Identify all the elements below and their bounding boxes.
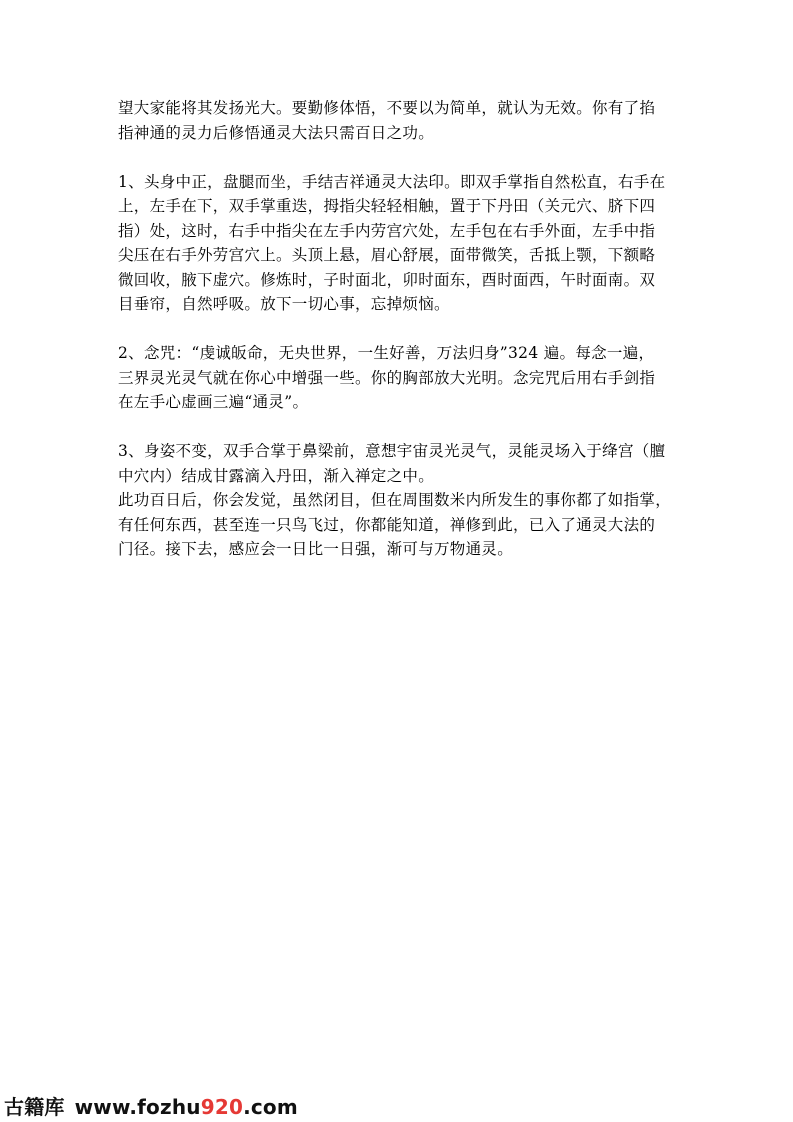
text-line: 3、身姿不变，双手合掌于鼻梁前，意想宇宙灵光灵气，灵能灵场入于绛宫（膻 [118,442,666,460]
paragraph-gap [118,415,678,440]
document-body [118,96,678,562]
text-line: 指）处，这时，右手中指尖在左手内劳宫穴处，左手包在右手外面，左手中指 [118,221,656,240]
text-line: 此功百日后，你会发觉，虽然闭目，但在周围数米内所发生的事你都了如指掌， [118,491,672,509]
paragraph-intro [118,96,678,145]
paragraph-gap [118,317,678,342]
footer-watermark [4,1091,298,1117]
text-line: 尖压在右手外劳宫穴上。头顶上悬，眉心舒展，面带微笑，舌抵上颚，下额略 [118,246,656,264]
site-url-suffix: .com [243,1095,298,1119]
text-line: 望大家能将其发扬光大。要勤修体悟，不要以为简单，就认为无效。你有了掐 [118,99,656,117]
paragraph-step-1 [118,170,678,317]
text-line: 在左手心虚画三遍“通灵”。 [118,393,309,411]
text-line: 有任何东西，甚至连一只鸟飞过，你都能知道，禅修到此，已入了通灵大法的 [118,515,656,534]
paragraph-step-2 [118,341,678,415]
text-line: 微回收，腋下虚穴。修炼时，子时面北，卯时面东，酉时面西，午时面南。双 [118,270,656,289]
text-line: 上，左手在下，双手掌重迭，拇指尖轻轻相触，置于下丹田（关元穴、脐下四 [118,197,656,215]
text-line: 中穴内）结成甘露滴入丹田，渐入禅定之中。 [118,466,435,485]
text-line: 1、头身中正，盘腿而坐，手结吉祥通灵大法印。即双手掌指自然松直，右手在 [118,172,666,191]
text-line: 门径。接下去，感应会一日比一日强，渐可与万物通灵。 [118,540,514,558]
text-line: 目垂帘，自然呼吸。放下一切心事，忘掉烦恼。 [118,295,450,313]
text-line: 指神通的灵力后修悟通灵大法只需百日之功。 [118,123,435,142]
site-url-number: 920 [200,1095,244,1119]
paragraph-step-3 [118,439,678,562]
text-line: 2、念咒：“虔诚皈命，无央世界，一生好善，万法归身”324 遍。每念一遍， [118,344,655,362]
paragraph-gap [118,145,678,170]
site-url-prefix: www.fozhu [74,1095,201,1119]
site-brand: 古籍库 [4,1095,65,1119]
text-line: 三界灵光灵气就在你心中增强一些。你的胸部放大光明。念完咒后用右手剑指 [118,368,656,387]
